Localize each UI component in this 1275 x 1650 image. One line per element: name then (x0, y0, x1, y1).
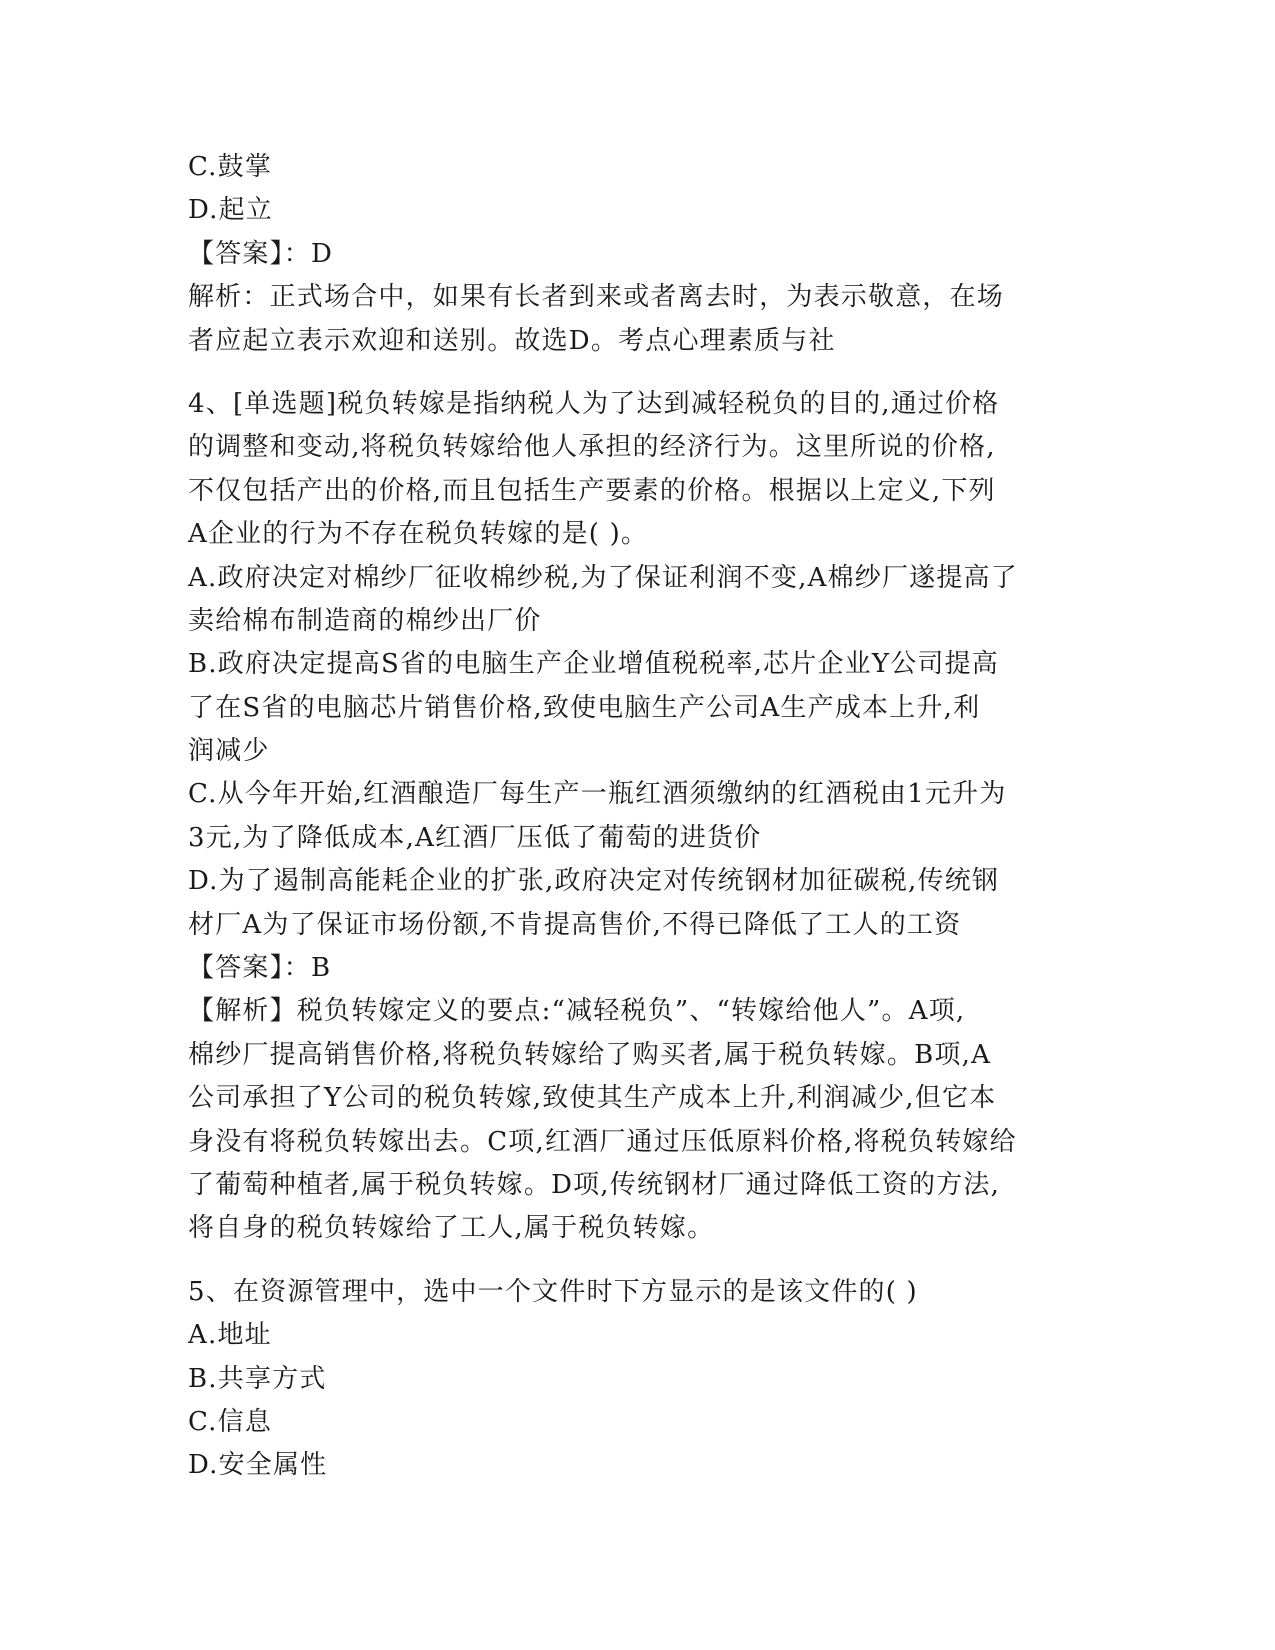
q4-analysis-line: 棉纱厂提高销售价格,将税负转嫁给了购买者,属于税负转嫁。B项,A (188, 1039, 992, 1070)
q4-analysis-line: 身没有将税负转嫁出去。C项,红酒厂通过压低原料价格,将税负转嫁给 (188, 1126, 1017, 1157)
q4-stem-line: 4、[单选题]税负转嫁是指纳税人为了达到减轻税负的目的,通过价格 (188, 388, 1000, 419)
q4-option-b-line: 润减少 (188, 736, 270, 767)
q4-analysis-line: 将自身的税负转嫁给了工人,属于税负转嫁。 (188, 1213, 715, 1244)
q4-stem-line: A企业的行为不存在税负转嫁的是( )。 (188, 519, 649, 550)
q3-answer: 【答案】：D (188, 238, 334, 269)
q4-option-a-line: 卖给棉布制造商的棉纱出厂价 (188, 605, 542, 636)
q3-option-c: C.鼓掌 (188, 152, 273, 182)
question-4 (188, 383, 1088, 1251)
q3-option-d: D.起立 (188, 195, 273, 226)
q4-option-d-line: 材厂A为了保证市场份额,不肯提高售价,不得已降低了工人的工资 (188, 909, 962, 940)
spacer (188, 363, 1088, 383)
q4-option-b-line: B.政府决定提高S省的电脑生产企业增值税税率,芯片企业Y公司提高 (188, 649, 1000, 680)
q5-option-b: B.共享方式 (188, 1363, 327, 1394)
q4-option-b-line: 了在S省的电脑芯片销售价格,致使电脑生产公司A生产成本上升,利 (188, 692, 981, 723)
question-5 (188, 1271, 1088, 1488)
page-content (188, 146, 1088, 1488)
spacer (188, 1251, 1088, 1271)
q4-answer: 【答案】：B (188, 953, 332, 984)
q3-analysis-line: 者应起立表示欢迎和送别。故选D。考点心理素质与社 (188, 325, 836, 356)
q4-option-c-line: C.从今年开始,红酒酿造厂每生产一瓶红酒须缴纳的红酒税由1元升为 (188, 779, 1007, 810)
q3-analysis-line: 解析：正式场合中，如果有长者到来或者离去时，为表示敬意，在场 (188, 282, 1005, 313)
q4-stem-line: 的调整和变动,将税负转嫁给他人承担的经济行为。这里所说的价格, (188, 432, 996, 463)
q5-option-d: D.安全属性 (188, 1450, 328, 1481)
q5-stem: 5、在资源管理中，选中一个文件时下方显示的是该文件的( ) (188, 1276, 918, 1307)
q4-analysis-line: 公司承担了Y公司的税负转嫁,致使其生产成本上升,利润减少,但它本 (188, 1083, 997, 1114)
q5-option-a: A.地址 (188, 1320, 272, 1351)
q5-option-c: C.信息 (188, 1406, 273, 1437)
q4-option-a-line: A.政府决定对棉纱厂征收棉纱税,为了保证利润不变,A棉纱厂遂提高了 (188, 562, 1018, 593)
q4-analysis-line: 【解析】税负转嫁定义的要点:“减轻税负”、“转嫁给他人”。A项, (188, 996, 966, 1027)
q4-option-d-line: D.为了遏制高能耗企业的扩张,政府决定对传统钢材加征碳税,传统钢 (188, 866, 1000, 897)
q4-stem-line: 不仅包括产出的价格,而且包括生产要素的价格。根据以上定义,下列 (188, 475, 996, 506)
question-3-tail (188, 146, 1088, 363)
q4-option-c-line: 3元,为了降低成本,A红酒厂压低了葡萄的进货价 (188, 822, 762, 853)
q4-analysis-line: 了葡萄种植者,属于税负转嫁。D项,传统钢材厂通过降低工资的方法, (188, 1169, 1001, 1200)
